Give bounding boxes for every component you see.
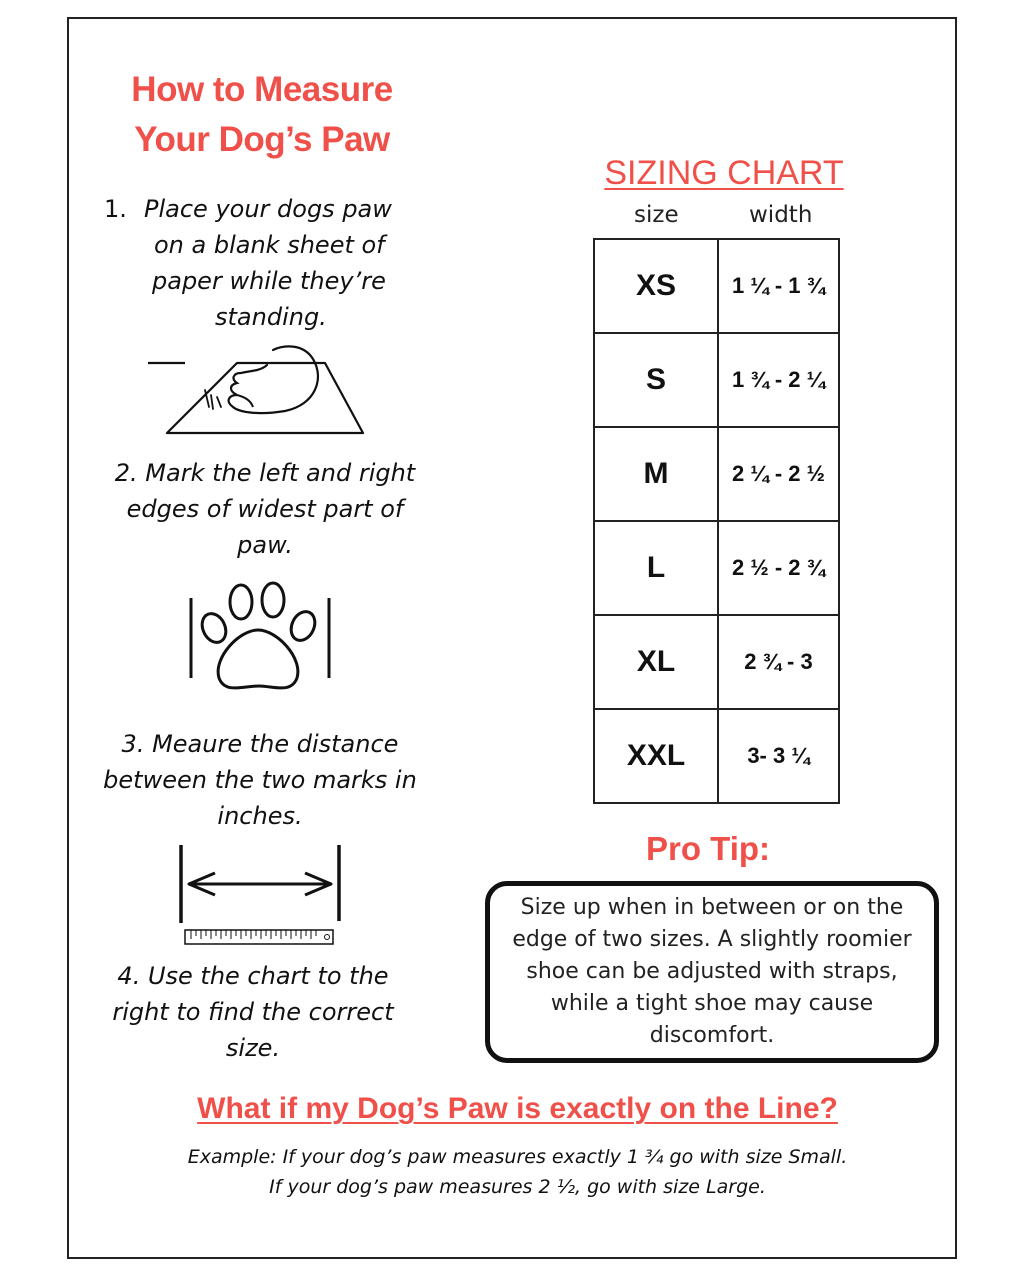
table-row (594, 521, 839, 615)
table-row (594, 239, 839, 333)
size-cell: M (594, 427, 718, 521)
sizing-chart-table (593, 238, 840, 804)
width-cell: 3- 3 ¼ (718, 709, 839, 803)
step-2-line-3: paw. (237, 531, 293, 559)
page-title-line-2: Your Dog’s Paw (134, 120, 390, 159)
table-row (594, 427, 839, 521)
sizing-chart-title: SIZING CHART (604, 154, 844, 192)
column-header-size: size (634, 202, 679, 228)
step-2 (90, 455, 440, 563)
width-cell: 1 ¼ - 1 ¾ (718, 239, 839, 333)
step-3-line-2: between the two marks in (103, 766, 417, 794)
step-1-line-1: Place your dogs paw (144, 195, 392, 223)
step-1-number: 1. (104, 195, 127, 223)
step-1-line-4: standing. (215, 303, 327, 331)
paw-print-between-marks-icon (185, 578, 335, 696)
page-title-line-1: How to Measure (131, 70, 393, 109)
table-row (594, 615, 839, 709)
step-4-line-1: 4. Use the chart to the (117, 962, 389, 990)
column-header-width: width (749, 202, 813, 228)
measuring-arrow-ruler-icon (175, 843, 340, 951)
width-cell: 1 ¾ - 2 ¼ (718, 333, 839, 427)
size-cell: XS (594, 239, 718, 333)
on-the-line-question: What if my Dog’s Paw is exactly on the Line? (197, 1092, 838, 1125)
table-row (594, 333, 839, 427)
step-4-line-3: size. (225, 1034, 281, 1062)
step-1-line-2: on a blank sheet of (154, 231, 385, 259)
size-cell: XXL (594, 709, 718, 803)
step-2-line-2: edges of widest part of (126, 495, 404, 523)
example-line-1: Example: If your dog’s paw measures exactly 1 ¾ go with size Small. (187, 1146, 848, 1168)
step-4 (78, 958, 428, 1066)
step-2-line-1: 2. Mark the left and right (114, 459, 416, 487)
pro-tip-box (485, 881, 939, 1063)
width-cell: 2 ¾ - 3 (718, 615, 839, 709)
pro-tip-title: Pro Tip: (645, 830, 771, 867)
paw-on-paper-icon (145, 345, 370, 440)
size-cell: S (594, 333, 718, 427)
step-1 (104, 191, 444, 335)
step-3-line-1: 3. Meaure the distance (121, 730, 399, 758)
step-3-line-3: inches. (217, 802, 303, 830)
size-cell: XL (594, 615, 718, 709)
step-1-line-3: paper while they’re (152, 267, 386, 295)
pro-tip-text: Size up when in between or on the edge of two sizes. A slightly roomier shoe can be adjusted with straps, while a tight shoe may cause discomfort. (512, 895, 912, 1048)
step-4-line-2: right to find the correct (112, 998, 394, 1026)
table-row (594, 709, 839, 803)
step-3 (70, 726, 450, 834)
example-line-2: If your dog’s paw measures 2 ½, go with size Large. (269, 1176, 766, 1198)
width-cell: 2 ¼ - 2 ½ (718, 427, 839, 521)
size-cell: L (594, 521, 718, 615)
width-cell: 2 ½ - 2 ¾ (718, 521, 839, 615)
